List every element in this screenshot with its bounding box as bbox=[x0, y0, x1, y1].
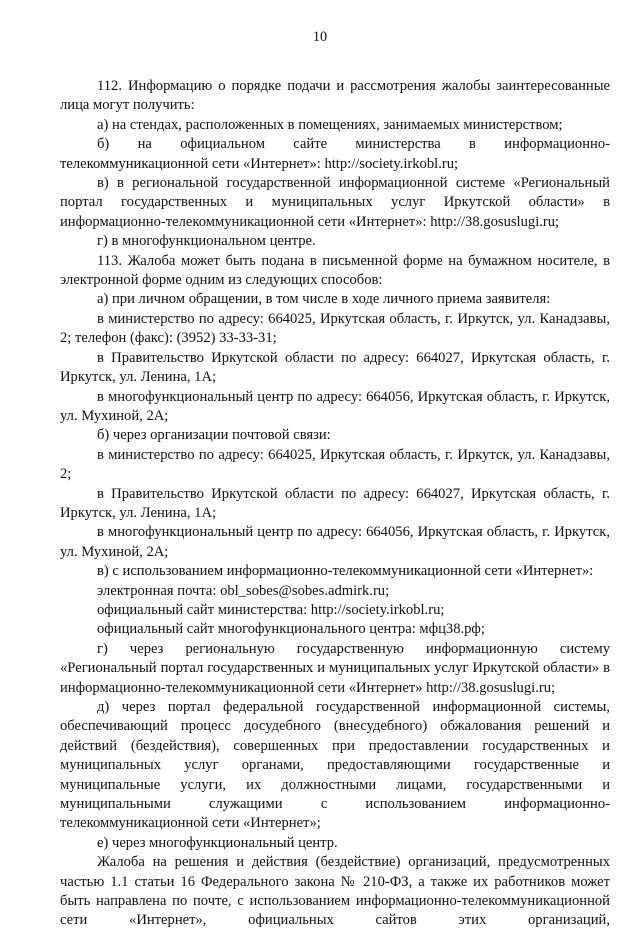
paragraph: в Правительство Иркутской области по адресу: 664027, Иркутская область, г. Иркутск, ул. Ленина, 1А; bbox=[60, 349, 610, 386]
paragraph: а) при личном обращении, в том числе в ходе личного приема заявителя: bbox=[97, 291, 551, 308]
paragraph: в) с использованием информационно-телекоммуникационной сети «Интернет»: bbox=[97, 563, 594, 580]
paragraph: в) в региональной государственной информационной системе «Региональный портал государственных и муниципальных услуг Иркутской области» в информационно-телекоммуникационной сети «Интернет»: http://38.gosuslugi.ru; bbox=[60, 175, 610, 230]
paragraph: Жалоба на решения и действия (бездействие) организаций, предусмотренных частью 1.1 статьи 16 Федерального закона № 210-ФЗ, а также их работников может быть направлена по почте, с использованием информационно-телекоммуникационной сети «Интернет», официальных сайтов этих организаций, bbox=[60, 854, 610, 929]
paragraph: в многофункциональный центр по адресу: 664056, Иркутская область, г. Иркутск, ул. Мухиной, 2А; bbox=[60, 388, 610, 424]
paragraph: е) через многофункциональный центр. bbox=[97, 834, 338, 851]
paragraph: д) через портал федеральной государственной информационной системы, обеспечивающий процесс досудебного (внесудебного) обжалования решений и действий (бездействия), совершенных при предоставлении государственных и муниципальных услуг органами, предоставляющими государственные и муниципальные услуги, их должностными лицами, государственными и муниципальными служащими с использованием информационно-телекоммуникационной сети «Интернет»; bbox=[60, 699, 610, 832]
page-number: 10 bbox=[312, 29, 328, 45]
paragraph: б) через организации почтовой связи: bbox=[97, 427, 331, 444]
paragraph: г) через региональную государственную информационную систему «Региональный портал государственных и муниципальных услуг Иркутской области» в информационно-телекоммуникационной сети «Интернет» http://38.gosuslugi.ru; bbox=[60, 640, 610, 696]
paragraph: а) на стендах, расположенных в помещениях, занимаемых министерством; bbox=[97, 116, 563, 133]
paragraph: в Правительство Иркутской области по адресу: 664027, Иркутская область, г. Иркутск, ул. Ленина, 1А; bbox=[60, 485, 610, 521]
paragraph: официальный сайт министерства: http://society.irkobl.ru; bbox=[97, 601, 445, 618]
document-body bbox=[60, 77, 610, 931]
paragraph: г) в многофункциональном центре. bbox=[97, 233, 316, 250]
paragraph: официальный сайт многофункционального центра: мфц38.рф; bbox=[97, 621, 485, 638]
paragraph: 113. Жалоба может быть подана в письменной форме на бумажном носителе, в электронной форме одним из следующих способов: bbox=[60, 252, 610, 289]
paragraph: б) на официальном сайте министерства в информационно-телекоммуникационной сети «Интернет»: http://society.irkobl.ru; bbox=[60, 136, 610, 172]
paragraph: в многофункциональный центр по адресу: 664056, Иркутская область, г. Иркутск, ул. Мухиной, 2А; bbox=[60, 524, 610, 560]
paragraph: в министерство по адресу: 664025, Иркутская область, г. Иркутск, ул. Канадзавы, 2; телефон (факс): (3952) 33-33-31; bbox=[60, 310, 610, 347]
paragraph: электронная почта: obl_sobes@sobes.admirk.ru; bbox=[97, 582, 390, 599]
paragraph: в министерство по адресу: 664025, Иркутская область, г. Иркутск, ул. Канадзавы, 2; bbox=[60, 446, 610, 483]
paragraph: 112. Информацию о порядке подачи и рассмотрения жалобы заинтересованные лица могут получить: bbox=[60, 78, 610, 114]
